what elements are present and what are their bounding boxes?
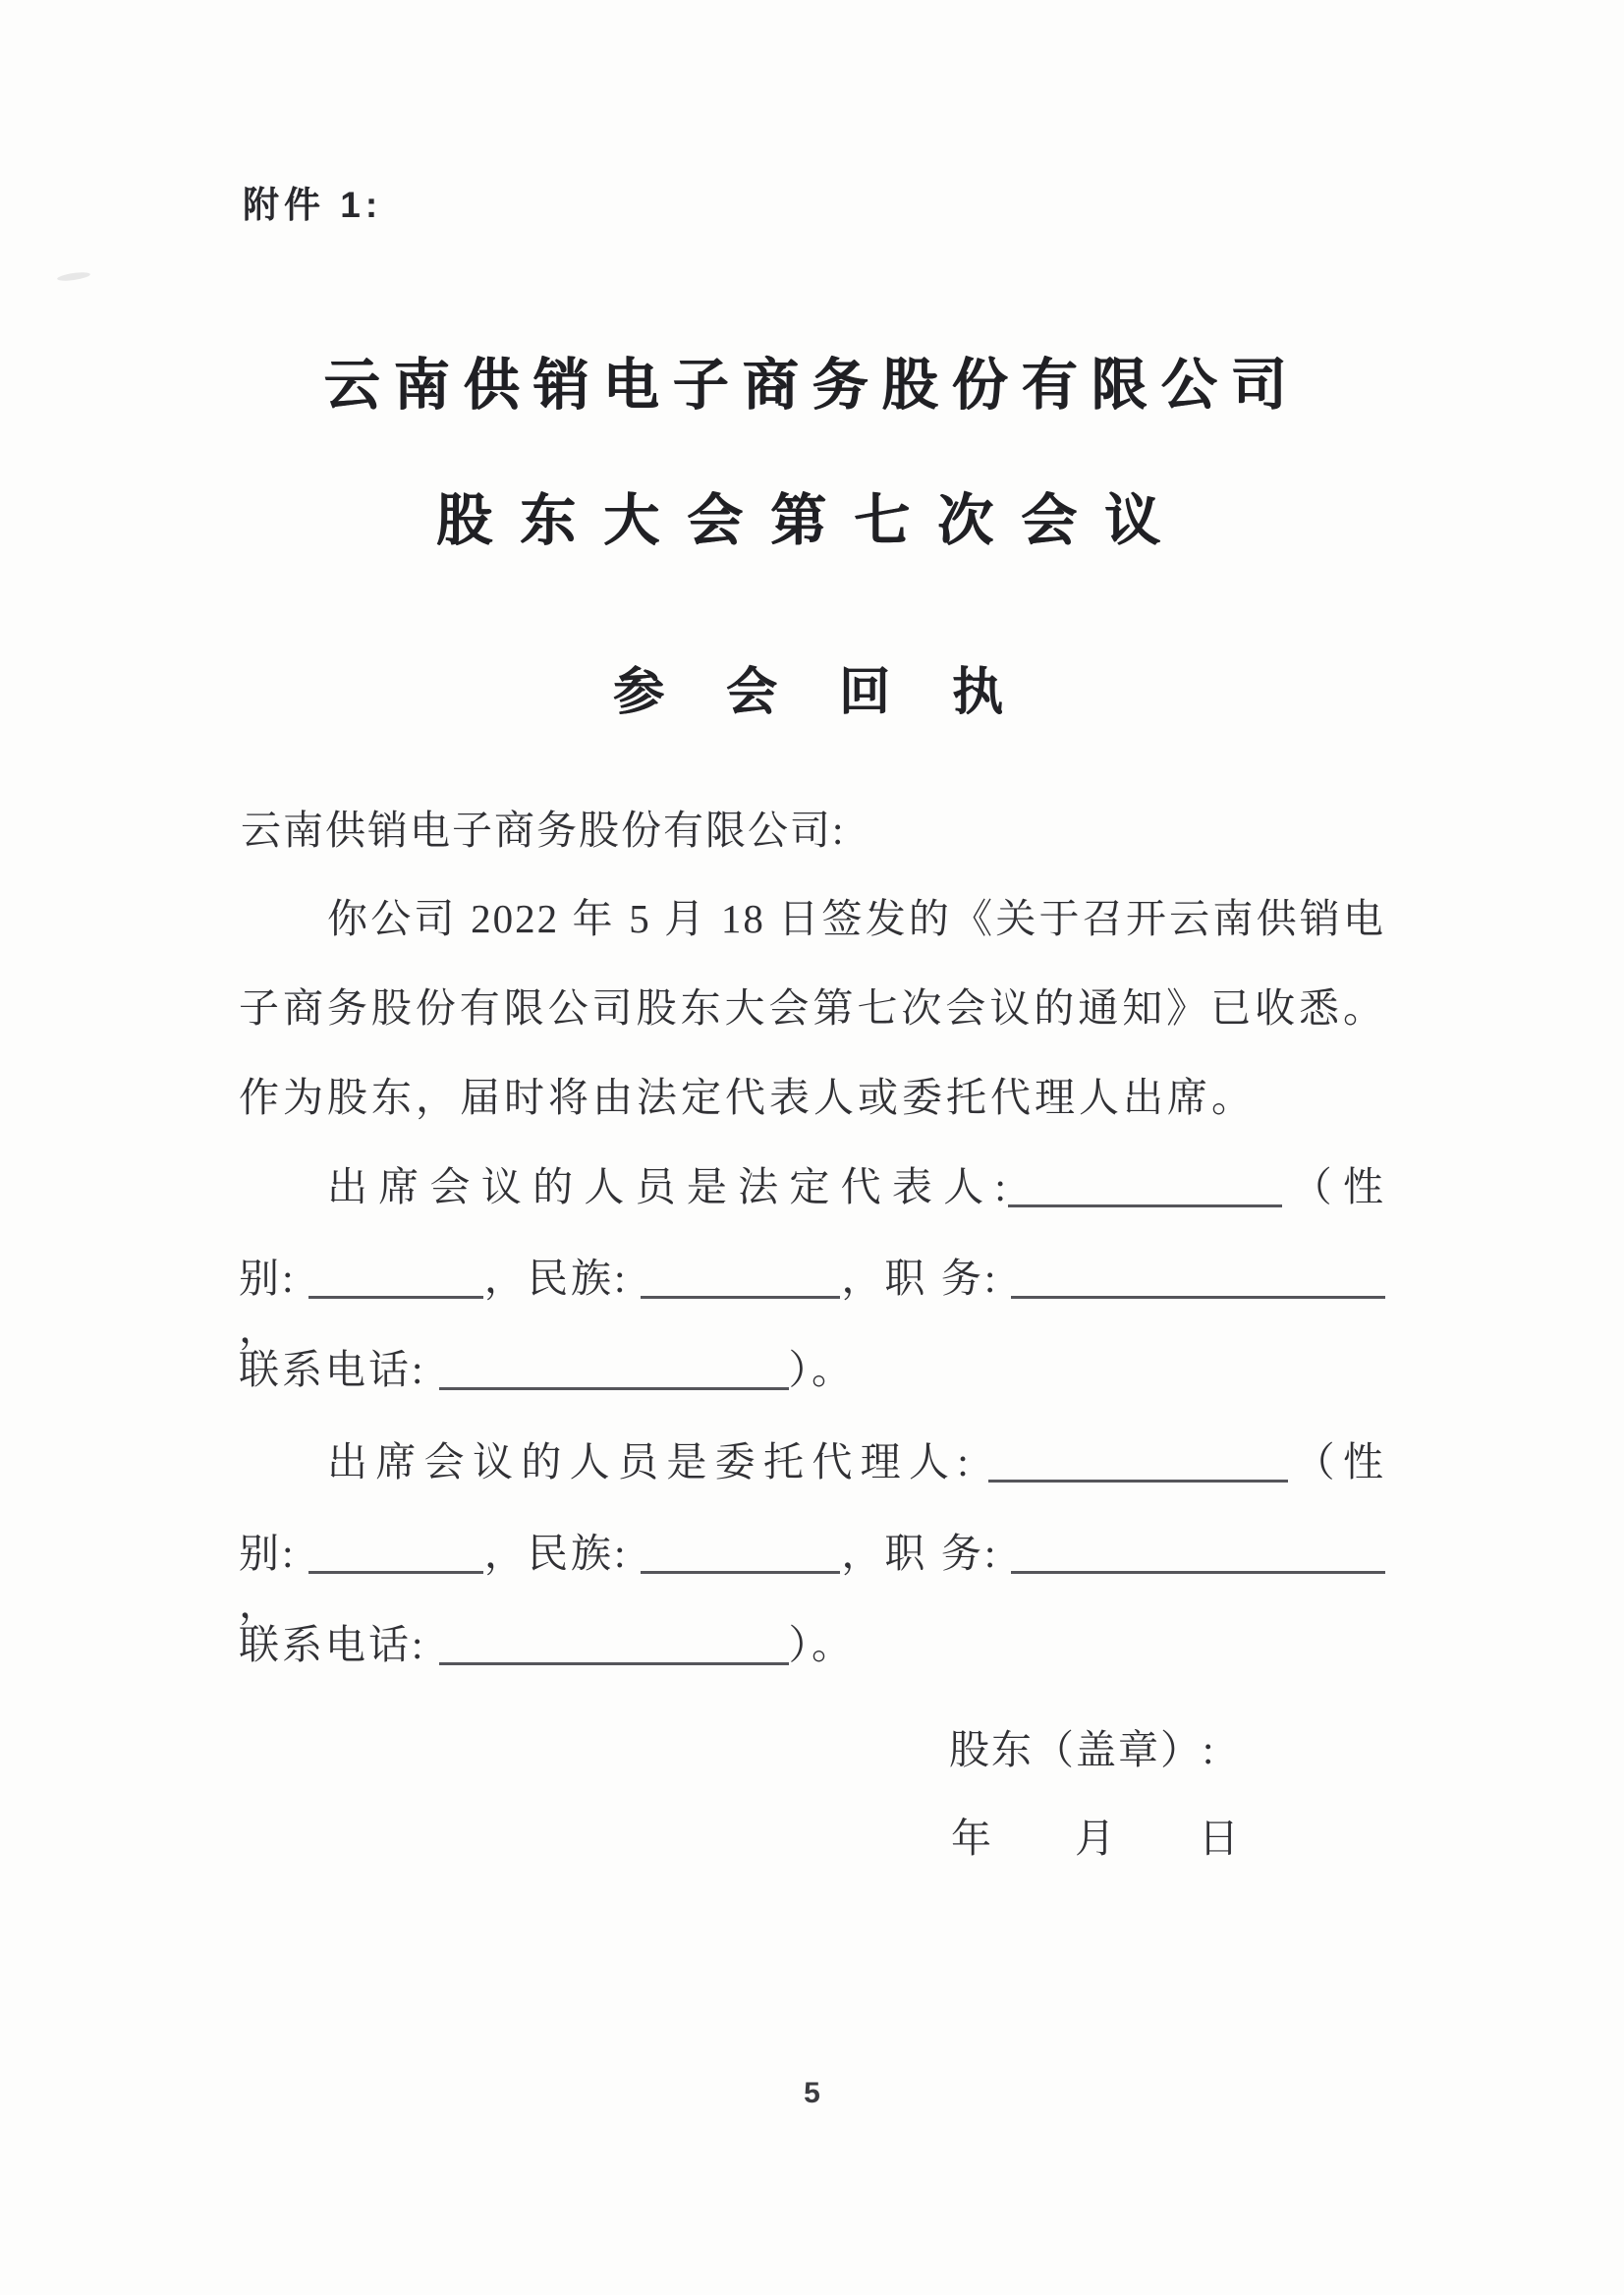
fill-in-blank	[439, 1387, 789, 1390]
proxy-agent-line3: 联系电话: ）。	[239, 1622, 856, 1667]
fill-in-blank	[641, 1571, 840, 1574]
fill-in-blank	[641, 1296, 840, 1299]
proxy-agent-line2: 别: ，民族: ，职 务: ，	[239, 1529, 1385, 1630]
fill-in-blank	[439, 1662, 789, 1665]
salutation-line: 云南供销电子商务股份有限公司:	[241, 808, 846, 853]
legal-representative-line2: 别: ，民族: ，职 务: ，	[239, 1254, 1385, 1355]
fill-in-blank	[1011, 1296, 1385, 1299]
fill-in-blank	[308, 1296, 483, 1299]
fill-in-blank	[1011, 1571, 1385, 1574]
fill-in-blank	[988, 1480, 1288, 1483]
fill-in-blank	[308, 1571, 483, 1574]
document-title-line2: 股东大会第七次会议	[436, 490, 1188, 552]
paragraph1-line1: 你公司 2022 年 5 月 18 日签发的《关于召开云南供销电	[327, 896, 1385, 941]
paragraph1-line2: 子商务股份有限公司股东大会第七次会议的通知》已收悉。	[239, 985, 1385, 1031]
paragraph1-line3: 作为股东，届时将由法定代表人或委托代理人出席。	[239, 1075, 1256, 1120]
scan-artifact	[57, 271, 91, 283]
section-heading-reply-slip: 参 会 回 执	[612, 665, 1011, 721]
fill-in-blank	[1008, 1204, 1283, 1207]
page-number: 5	[804, 2077, 820, 2109]
date-line: 年 月 日	[951, 1816, 1240, 1861]
shareholder-seal-label: 股东（盖章）:	[949, 1727, 1216, 1772]
attachment-label: 附件 1:	[243, 185, 383, 225]
legal-representative-line1: 出席会议的人员是法定代表人: （性	[327, 1164, 1386, 1209]
legal-representative-line3: 联系电话: ）。	[239, 1347, 856, 1392]
document-title-line1: 云南供销电子商务股份有限公司	[323, 355, 1301, 417]
proxy-agent-line1: 出席会议的人员是委托代理人: （性	[327, 1439, 1386, 1484]
